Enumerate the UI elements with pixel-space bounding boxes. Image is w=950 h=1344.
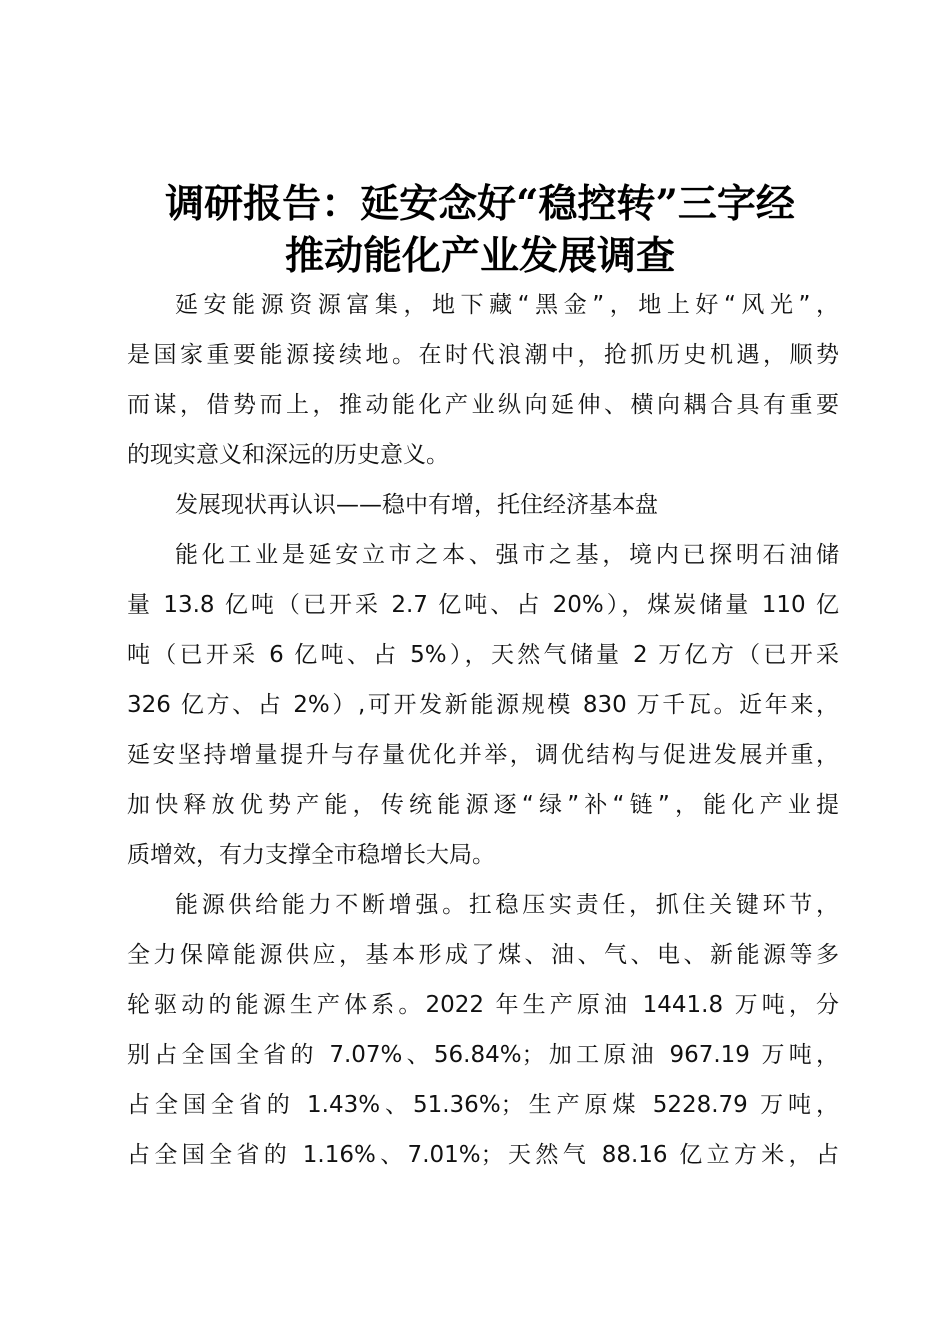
text-line: 吨（已开采 6 亿吨、占 5%），天然气储量 2 万亿方（已开采	[127, 642, 839, 668]
text-line: 而谋，借势而上，推动能化产业纵向延伸、横向耦合具有重要	[127, 392, 839, 418]
text-line: 占全国全省的 1.16%、7.01%；天然气 88.16 亿立方米，占	[127, 1142, 839, 1168]
text-line: 326 亿方、占 2%）,可开发新能源规模 830 万千瓦。近年来，	[127, 692, 839, 718]
text-line: 延安坚持增量提升与存量优化并举，调优结构与促进发展并重，	[127, 742, 839, 768]
text-line: 加快释放优势产能，传统能源逐“绿”补“链”，能化产业提	[127, 792, 839, 818]
text-line: 是国家重要能源接续地。在时代浪潮中，抢抓历史机遇，顺势	[127, 342, 839, 368]
text-line: 量 13.8 亿吨（已开采 2.7 亿吨、占 20%），煤炭储量 110 亿	[127, 592, 839, 618]
text-line: 轮驱动的能源生产体系。2022 年生产原油 1441.8 万吨，分	[127, 992, 839, 1018]
text-line: 延安能源资源富集，地下藏“黑金”，地上好“风光”，	[175, 292, 839, 318]
text-line: 能化工业是延安立市之本、强市之基，境内已探明石油储	[175, 542, 839, 568]
text-line: 全力保障能源供应，基本形成了煤、油、气、电、新能源等多	[127, 942, 839, 968]
section-heading	[127, 480, 839, 530]
text-line: 别占全国全省的 7.07%、56.84%；加工原油 967.19 万吨，	[127, 1042, 839, 1068]
text-line: 质增效，有力支撑全市稳增长大局。	[127, 842, 495, 868]
text-line: 能源供给能力不断增强。扛稳压实责任，抓住关键环节，	[175, 892, 839, 918]
document-body	[127, 280, 839, 1180]
paragraph-overview	[127, 530, 839, 880]
title-line-2: 推动能化产业发展调查	[284, 233, 675, 279]
text-line: 发展现状再认识——稳中有增，托住经济基本盘	[175, 492, 658, 518]
paragraph-supply	[127, 880, 839, 1180]
document-title	[100, 178, 860, 282]
text-line: 的现实意义和深远的历史意义。	[127, 442, 449, 468]
paragraph-intro	[127, 280, 839, 480]
text-line: 占全国全省的 1.43%、51.36%；生产原煤 5228.79 万吨，	[127, 1092, 839, 1118]
title-line-1: 调研报告：延安念好“稳控转”三字经	[165, 181, 795, 227]
